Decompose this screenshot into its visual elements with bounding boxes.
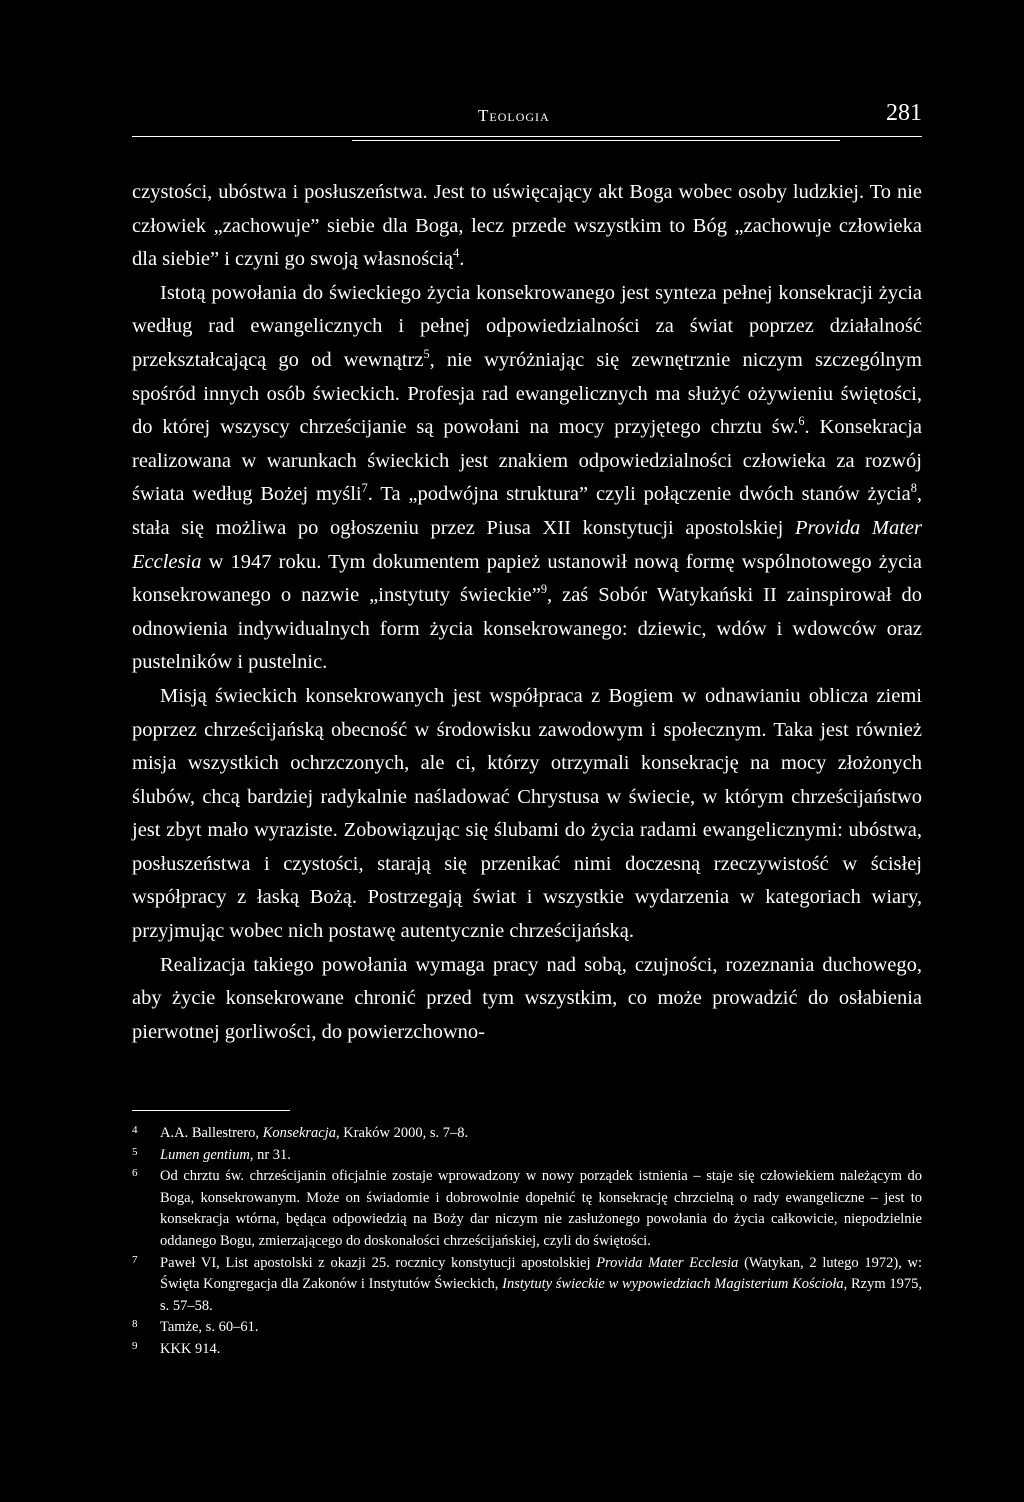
footnote-number: 4 (132, 1124, 138, 1136)
document-title: Provida Mater Ecclesia (596, 1254, 739, 1271)
footnote-number: 9 (132, 1339, 138, 1352)
text-run: A.A. Ballestrero, (160, 1125, 263, 1141)
footnote-8 (132, 1317, 922, 1339)
text-run: (Watykan, 2 lutego 1972), w: Święta Kongregacja dla Zakonów i Instytutów Świeckich, (160, 1254, 922, 1293)
page-number: 281 (886, 100, 922, 126)
footnote-text (160, 1125, 468, 1141)
journal-name: Teologia (478, 106, 550, 125)
running-head (132, 100, 922, 140)
text-run: . (459, 248, 465, 271)
footnotes (132, 1123, 922, 1361)
footnote-ref-9[interactable]: 9 (540, 582, 547, 597)
paragraph-4: Realizacja takiego powołania wymaga pracy nad sobą, czujności, rozeznania duchowego, aby życie konsekrowane chronić przed tym wszystkim, co może prowadzić do osłabienia pierwotnej gorliwości, do powierzchowno- (132, 953, 922, 1043)
text-run: , nie wyróżniając się zewnętrznie niczym szczególnym spośród innych osób świeckich. Profesja rad ewangelicznych ma służyć ożywieniu świętości, do której wszyscy chrześcijanie są powołani na mocy przyjętego chrztu św. (132, 348, 923, 439)
book-title: Konsekracja (262, 1125, 336, 1141)
footnote-ref-6[interactable]: 6 (798, 414, 805, 429)
footnote-number: 5 (132, 1145, 138, 1158)
footnote-9 (132, 1339, 922, 1361)
document-title: Provida Mater Ecclesia (132, 516, 922, 573)
text-run: . Ta „podwójna struktura” czyli połączenie dwóch stanów życia (367, 483, 911, 506)
footnote-7 (132, 1253, 922, 1318)
document-title: Lumen gentium (160, 1146, 250, 1163)
header-rule (132, 136, 922, 137)
text-run: , nr 31. (249, 1146, 291, 1163)
footnote-text (160, 1147, 291, 1163)
text-run: , stała się możliwa po ogłoszeniu przez Piusa XII konstytucji apostolskiej (132, 483, 923, 539)
text-run: , zaś Sobór Watykański II zainspirował do odnowienia indywidualnych form życia konsekrowanego: dziewic, wdów i wdowców oraz pustelników i pustelnic. (132, 584, 923, 674)
header-rule-short (352, 140, 840, 141)
footnote-text: KKK 914. (160, 1340, 221, 1357)
footnote-text (160, 1255, 922, 1314)
text-run: Istotą powołania do świeckiego życia konsekrowanego jest synteza pełnej konsekracji życia według rad ewangelicznych i pełnej odpowiedzialności za świat poprzez działalność przekształcającą go od wewnątrz (132, 281, 922, 371)
footnote-ref-5[interactable]: 5 (423, 347, 430, 362)
footnote-4 (132, 1123, 922, 1145)
footnote-ref-8[interactable]: 8 (910, 481, 917, 496)
footnote-number: 8 (132, 1318, 138, 1331)
footnote-text: Od chrztu św. chrześcijanin oficjalnie zostaje wprowadzony w nowy porządek istnienia – staje się człowiekiem należącym do Boga, konsekrowanym. Może on świadomie i dobrowolnie dopełnić tę konsekrację chrzcielną o rady ewangeliczne – jest to konsekracja wtórna, będąca odpowiedzią na Boży dar niczym nie zasłużonego powołania do życia całkowicie, niepodzielnie oddanego Bogu, zmierzającego do doskonałości chrześcijańskiej, czyli do świętości. (160, 1168, 922, 1249)
footnote-rule (132, 1110, 290, 1111)
book-title: Instytuty świeckie w wypowiedziach Magisterium Kościoła (502, 1276, 844, 1293)
body-text (132, 176, 922, 1049)
paragraph-1 (132, 176, 922, 277)
footnote-6 (132, 1166, 922, 1252)
text-run: w 1947 roku. Tym dokumentem papież ustanowił nową formę wspólnotowego życia konsekrowanego o nazwie „instytuty świeckie” (132, 550, 922, 607)
footnote-text: Tamże, s. 60–61. (160, 1319, 259, 1336)
paragraph-2 (132, 277, 922, 680)
footnote-ref-4[interactable]: 4 (453, 246, 460, 261)
text-run: , Kraków 2000, s. 7–8. (335, 1125, 469, 1141)
footnote-5 (132, 1145, 922, 1167)
paragraph-3: Misją świeckich konsekrowanych jest współpraca z Bogiem w odnawianiu oblicza ziemi poprzez chrześcijańską obecność w środowisku zawodowym i społecznym. Taka jest również misja wszystkich ochrzczonych, ale ci, którzy otrzymali konsekrację na mocy złożonych ślubów, chcą bardziej radykalnie naśladować Chrystusa w świecie, w którym chrześcijaństwo jest zbyt mało wyraziste. Zobowiązując się ślubami do życia radami ewangelicznymi: ubóstwa, posłuszeństwa i czystości, starają się przenikać nimi doczesną rzeczywistość w ścisłej współpracy z łaską Bożą. Postrzegają świat i wszystkie wydarzenia w kategoriach wiary, przyjmując wobec nich postawę autentycznie chrześcijańską. (132, 684, 922, 943)
text-run: czystości, ubóstwa i posłuszeństwa. Jest to uświęcający akt Boga wobec osoby ludzkiej. To nie człowiek „zachowuje” siebie dla Boga, lecz przede wszystkim to Bóg „zachowuje człowieka dla siebie” i czyni go swoją własnością (132, 181, 922, 271)
footnote-number: 6 (132, 1167, 138, 1180)
text-run: Paweł VI, List apostolski z okazji 25. rocznicy konstytucji apostolskiej (160, 1254, 597, 1271)
text-run: . Konsekracja realizowana w warunkach świeckich jest znakiem odpowiedzialności człowieka za rozwój świata według Bożej myśli (132, 416, 922, 506)
footnote-number: 7 (132, 1253, 138, 1266)
footnote-ref-7[interactable]: 7 (361, 481, 368, 496)
text-run: , Rzym 1975, s. 57–58. (160, 1276, 922, 1314)
